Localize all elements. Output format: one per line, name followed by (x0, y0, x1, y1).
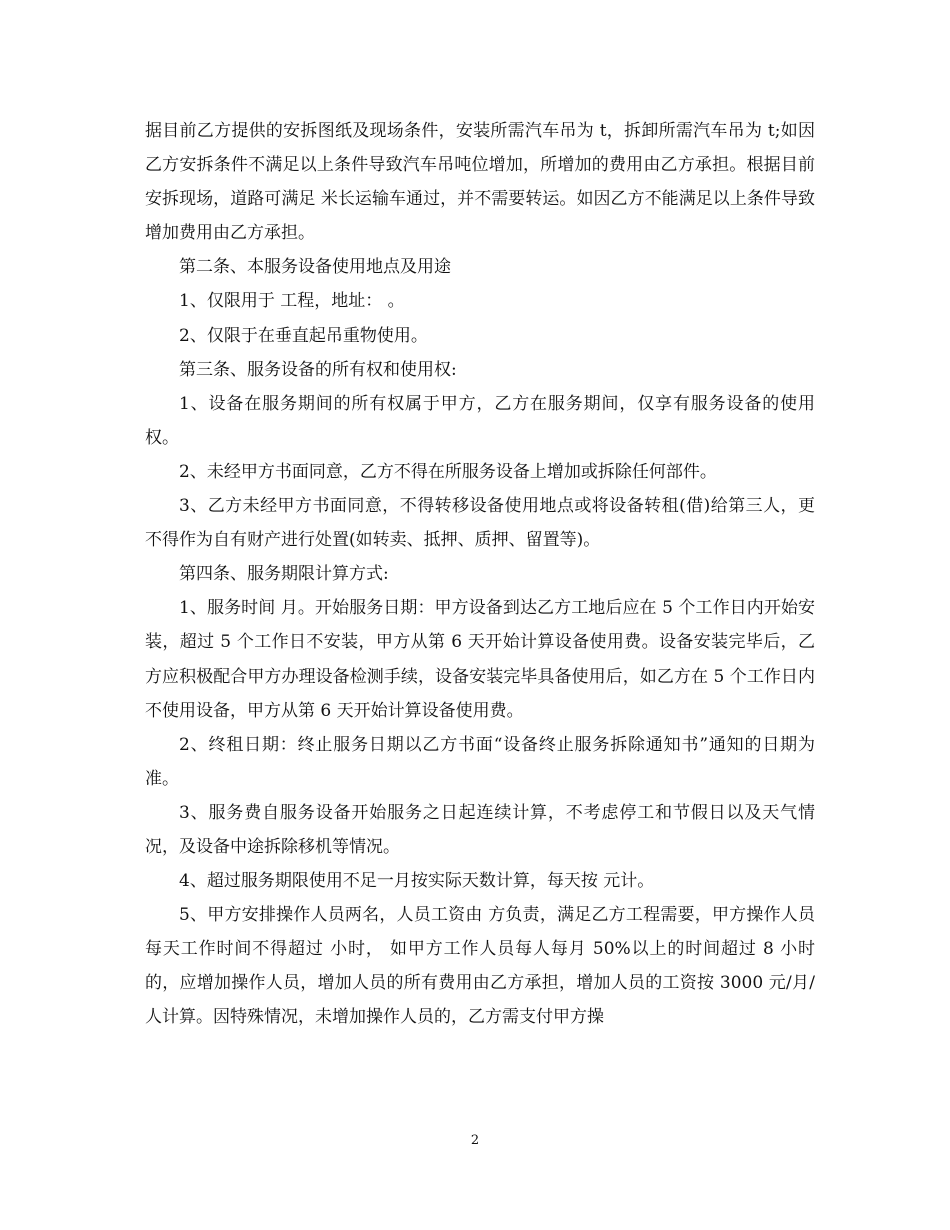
article-4-item-4: 4、超过服务期限使用不足一月按实际天数计算，每天按 元计。 (179, 871, 655, 892)
article-3-item-3: 3、乙方未经甲方书面同意，不得转移设备使用地点或将设备转租(借)给第三人，更不得作为自有财产进行处置(如转卖、抵押、质押、留置等)。 (145, 496, 815, 551)
paragraph-continuation: 据目前乙方提供的安拆图纸及现场条件，安装所需汽车吊为 t，拆卸所需汽车吊为 t;如因乙方安拆条件不满足以上条件导致汽车吊吨位增加，所增加的费用由乙方承担。根据目前安拆现场，道路可满足 米长运输车通过，并不需要转运。如因乙方不能满足以上条件导致增加费用由乙方承担。 (145, 121, 815, 244)
article-2-item-2: 2、仅限于在垂直起吊重物使用。 (179, 325, 428, 346)
article-4-item-2: 2、终租日期：终止服务日期以乙方书面“设备终止服务拆除通知书”通知的日期为准。 (145, 734, 815, 789)
article-4-item-5: 5、甲方安排操作人员两名，人员工资由 方负责，满足乙方工程需要，甲方操作人员每天工作时间不得超过 小时， 如甲方工作人员每人每月 50%以上的时间超过 8 小时的，应增加操作人员，增加人员的所有费用由乙方承担，增加人员的工资按 3000 元/月/人计算。因特殊情况，未增加操作人员的，乙方需支付甲方操 (145, 905, 815, 1028)
article-3-heading: 第三条、服务设备的所有权和使用权: (179, 359, 457, 380)
article-2-heading: 第二条、本服务设备使用地点及用途 (179, 257, 451, 278)
page-number: 2 (470, 1133, 480, 1148)
article-4-item-3: 3、服务费自服务设备开始服务之日起连续计算，不考虑停工和节假日以及天气情况，及设备中途拆除移机等情况。 (145, 802, 815, 857)
article-3-item-1: 1、设备在服务期间的所有权属于甲方，乙方在服务期间，仅享有服务设备的使用权。 (145, 393, 815, 448)
document-body (145, 114, 815, 1035)
article-2-item-1: 1、仅限用于 工程，地址： 。 (179, 291, 405, 312)
article-3-item-2: 2、未经甲方书面同意，乙方不得在所服务设备上增加或拆除任何部件。 (179, 461, 717, 482)
article-4-heading: 第四条、服务期限计算方式: (179, 564, 389, 585)
article-4-item-1: 1、服务时间 月。开始服务日期：甲方设备到达乙方工地后应在 5 个工作日内开始安装，超过 5 个工作日不安装，甲方从第 6 天开始计算设备使用费。设备安装完毕后，乙方应积极配合甲方办理设备检测手续，设备安装完毕具备使用后，如乙方在 5 个工作日内不使用设备，甲方从第 6 天开始计算设备使用费。 (145, 598, 815, 721)
